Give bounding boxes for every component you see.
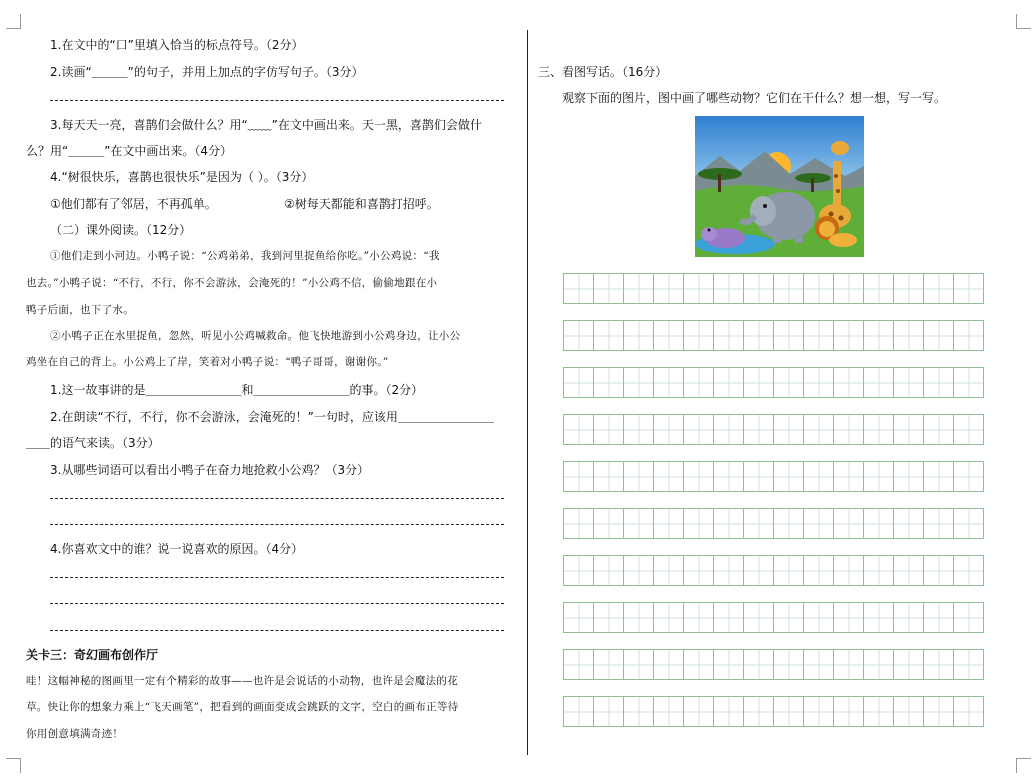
writing-grid-row — [563, 367, 997, 398]
writing-grid-cell[interactable] — [683, 461, 714, 492]
writing-grid-cell[interactable] — [893, 508, 924, 539]
writing-grid-cell[interactable] — [653, 602, 684, 633]
writing-grid-cell[interactable] — [923, 555, 954, 586]
writing-grid-cell[interactable] — [803, 273, 834, 304]
writing-grid-cell[interactable] — [563, 555, 594, 586]
tree-trunk — [811, 178, 814, 192]
writing-grid-row — [563, 461, 997, 492]
writing-grid-cell[interactable] — [593, 320, 624, 351]
writing-grid-cell[interactable] — [653, 273, 684, 304]
writing-grid-cell[interactable] — [623, 555, 654, 586]
writing-grid-cell[interactable] — [803, 649, 834, 680]
writing-grid-cell[interactable] — [563, 602, 594, 633]
writing-grid-cell[interactable] — [743, 461, 774, 492]
writing-grid-cell[interactable] — [563, 508, 594, 539]
writing-grid-cell[interactable] — [713, 414, 744, 445]
writing-grid-cell[interactable] — [653, 414, 684, 445]
writing-grid-cell[interactable] — [923, 367, 954, 398]
writing-grid-cell[interactable] — [743, 555, 774, 586]
writing-grid-cell[interactable] — [713, 273, 744, 304]
writing-grid-cell[interactable] — [803, 367, 834, 398]
question-3-line-1: 3.每天天一亮，喜鹊们会做什么？用“﹏﹏”在文中画出来。天一黑，喜鹊们会做什 — [50, 118, 482, 132]
writing-grid-cell[interactable] — [593, 649, 624, 680]
writing-grid-cell[interactable] — [833, 461, 864, 492]
writing-grid-cell[interactable] — [653, 508, 684, 539]
answer-line[interactable] — [50, 630, 504, 631]
writing-grid-cell[interactable] — [773, 555, 804, 586]
answer-line[interactable] — [50, 577, 504, 578]
writing-grid-row — [563, 508, 997, 539]
writing-grid-cell[interactable] — [593, 367, 624, 398]
writing-grid-cell[interactable] — [563, 414, 594, 445]
picture-instruction: 观察下面的图片，图中画了哪些动物？它们在干什么？想一想，写一写。 — [562, 91, 947, 105]
reading-question-2-line-1: 2.在朗读“不行，不行，你不会游泳，会淹死的！”一句时，应该用＿＿＿＿＿＿＿＿ — [50, 410, 494, 424]
passage-p1-line-2: 也去。”小鸭子说：“不行，不行，你不会游泳，会淹死的！”小公鸡不信，偷偷地跟在小 — [26, 277, 438, 289]
passage-p1-line-1: ①他们走到小河边。小鸭子说：“公鸡弟弟，我到河里捉鱼给你吃。”小公鸡说：“我 — [50, 250, 440, 262]
writing-grid-cell[interactable] — [683, 273, 714, 304]
writing-grid-cell[interactable] — [863, 273, 894, 304]
crop-mark-top-left — [6, 14, 21, 29]
writing-grid-row — [563, 602, 997, 633]
writing-grid-cell[interactable] — [953, 602, 984, 633]
writing-grid-cell[interactable] — [743, 649, 774, 680]
writing-grid-cell[interactable] — [743, 508, 774, 539]
bonus-text-line-1: 哇！这幅神秘的图画里一定有个精彩的故事——也许是会说话的小动物，也许是会魔法的花 — [26, 675, 458, 687]
writing-grid-cell[interactable] — [683, 367, 714, 398]
writing-grid-cell[interactable] — [953, 508, 984, 539]
writing-grid-cell[interactable] — [623, 508, 654, 539]
writing-grid-cell[interactable] — [833, 320, 864, 351]
writing-grid-cell[interactable] — [773, 273, 804, 304]
answer-line[interactable] — [50, 524, 504, 525]
writing-grid-cell[interactable] — [683, 696, 714, 727]
writing-grid-cell[interactable] — [773, 649, 804, 680]
writing-grid-cell[interactable] — [683, 414, 714, 445]
writing-grid-cell[interactable] — [833, 555, 864, 586]
writing-grid-cell[interactable] — [683, 320, 714, 351]
writing-grid-cell[interactable] — [623, 367, 654, 398]
writing-grid-cell[interactable] — [623, 414, 654, 445]
writing-grid-cell[interactable] — [923, 273, 954, 304]
writing-grid-cell[interactable] — [563, 367, 594, 398]
tree-trunk — [718, 174, 721, 192]
writing-grid-cell[interactable] — [863, 508, 894, 539]
writing-grid-cell[interactable] — [593, 696, 624, 727]
writing-grid-cell[interactable] — [803, 320, 834, 351]
crop-mark-bottom-right — [1016, 758, 1031, 773]
writing-grid-cell[interactable] — [893, 320, 924, 351]
writing-grid-cell[interactable] — [593, 273, 624, 304]
reading-question-2-line-2: ＿＿的语气来读。（3分） — [26, 436, 160, 450]
writing-grid-cell[interactable] — [623, 696, 654, 727]
writing-grid-cell[interactable] — [743, 414, 774, 445]
writing-grid-cell[interactable] — [803, 696, 834, 727]
writing-grid-row — [563, 320, 997, 351]
passage-p2-line-2: 鸡坐在自己的背上。小公鸡上了岸，笑着对小鸭子说：“鸭子哥哥，谢谢你。” — [26, 356, 389, 368]
writing-grid-cell[interactable] — [773, 320, 804, 351]
section-3-title: 三、看图写话。（16分） — [538, 65, 668, 79]
writing-grid-row — [563, 555, 997, 586]
writing-grid-cell[interactable] — [833, 602, 864, 633]
question-2: 2.读画“＿＿＿”的句子，并用上加点的字仿写句子。（3分） — [50, 65, 364, 79]
writing-grid-cell[interactable] — [863, 649, 894, 680]
writing-grid-cell[interactable] — [773, 602, 804, 633]
writing-grid-cell[interactable] — [833, 273, 864, 304]
writing-grid-cell[interactable] — [623, 602, 654, 633]
writing-grid-cell[interactable] — [563, 461, 594, 492]
writing-grid-cell[interactable] — [863, 602, 894, 633]
writing-grid-cell[interactable] — [743, 696, 774, 727]
writing-grid-row — [563, 414, 997, 445]
writing-grid-cell[interactable] — [863, 320, 894, 351]
writing-grid-cell[interactable] — [803, 602, 834, 633]
writing-grid-cell[interactable] — [833, 649, 864, 680]
savanna-animals-picture — [695, 116, 864, 257]
passage-p2-line-1: ②小鸭子正在水里捉鱼，忽然，听见小公鸡喊救命。他飞快地游到小公鸡身边，让小公 — [50, 330, 461, 342]
question-4-option-2: ②树每天都能和喜鹊打招呼。 — [284, 197, 439, 211]
column-divider — [527, 30, 528, 755]
writing-grid-cell[interactable] — [593, 555, 624, 586]
writing-grid-cell[interactable] — [653, 555, 684, 586]
writing-grid-cell[interactable] — [623, 273, 654, 304]
question-1: 1.在文中的“口”里填入恰当的标点符号。（2分） — [50, 38, 304, 52]
writing-grid-cell[interactable] — [623, 461, 654, 492]
writing-grid-cell[interactable] — [923, 696, 954, 727]
writing-grid-cell[interactable] — [743, 320, 774, 351]
writing-grid-cell[interactable] — [773, 414, 804, 445]
writing-grid-cell[interactable] — [563, 649, 594, 680]
writing-grid-cell[interactable] — [953, 555, 984, 586]
writing-grid-cell[interactable] — [563, 696, 594, 727]
writing-grid-cell[interactable] — [683, 602, 714, 633]
writing-grid-cell[interactable] — [863, 461, 894, 492]
bonus-text-line-3: 你用创意填满奇迹！ — [26, 728, 124, 740]
writing-grid-cell[interactable] — [953, 273, 984, 304]
writing-grid-cell[interactable] — [863, 367, 894, 398]
writing-grid-cell[interactable] — [623, 649, 654, 680]
writing-grid-cell[interactable] — [953, 696, 984, 727]
writing-grid-row — [563, 273, 997, 304]
writing-grid-cell[interactable] — [803, 555, 834, 586]
writing-grid-cell[interactable] — [833, 696, 864, 727]
writing-grid-cell[interactable] — [563, 320, 594, 351]
writing-grid-cell[interactable] — [803, 508, 834, 539]
writing-grid-cell[interactable] — [653, 649, 684, 680]
writing-grid-cell[interactable] — [713, 649, 744, 680]
writing-grid-cell[interactable] — [863, 555, 894, 586]
writing-grid-cell[interactable] — [593, 602, 624, 633]
writing-grid-cell[interactable] — [653, 461, 684, 492]
writing-grid-cell[interactable] — [953, 461, 984, 492]
writing-grid-cell[interactable] — [893, 273, 924, 304]
writing-grid-cell[interactable] — [893, 649, 924, 680]
writing-grid-cell[interactable] — [683, 555, 714, 586]
writing-grid-cell[interactable] — [833, 414, 864, 445]
writing-grid-cell[interactable] — [803, 461, 834, 492]
writing-grid-cell[interactable] — [593, 461, 624, 492]
writing-grid-cell[interactable] — [953, 649, 984, 680]
writing-grid-cell[interactable] — [923, 320, 954, 351]
reading-question-1: 1.这一故事讲的是＿＿＿＿＿＿＿＿和＿＿＿＿＿＿＿＿的事。（2分） — [50, 383, 424, 397]
writing-grid-cell[interactable] — [593, 508, 624, 539]
writing-grid-cell[interactable] — [713, 367, 744, 398]
question-4-option-1: ①他们都有了邻居，不再孤单。 — [50, 197, 217, 211]
writing-grid-cell[interactable] — [713, 461, 744, 492]
writing-grid-cell[interactable] — [893, 602, 924, 633]
writing-grid-cell[interactable] — [833, 367, 864, 398]
writing-grid-cell[interactable] — [713, 696, 744, 727]
writing-grid-cell[interactable] — [953, 320, 984, 351]
writing-grid-cell[interactable] — [893, 367, 924, 398]
reading-question-4: 4.你喜欢文中的谁？说一说喜欢的原因。（4分） — [50, 542, 304, 556]
writing-grid-cell[interactable] — [803, 414, 834, 445]
question-3-line-2: 么？用“＿＿＿”在文中画出来。（4分） — [26, 144, 233, 158]
writing-grid-cell[interactable] — [923, 649, 954, 680]
writing-grid-cell[interactable] — [653, 367, 684, 398]
answer-line[interactable] — [50, 603, 504, 604]
section-2-title: （二）课外阅读。（12分） — [50, 223, 192, 237]
writing-grid-cell[interactable] — [623, 320, 654, 351]
crop-mark-bottom-left — [6, 758, 21, 773]
writing-grid-cell[interactable] — [893, 555, 924, 586]
writing-grid-cell[interactable] — [923, 508, 954, 539]
bonus-text-line-2: 草。快让你的想象力乘上“飞天画笔”，把看到的画面变成会跳跃的文字，空白的画布正等待 — [26, 701, 459, 713]
answer-line[interactable] — [50, 498, 504, 499]
writing-grid-cell[interactable] — [713, 602, 744, 633]
writing-grid-cell[interactable] — [683, 649, 714, 680]
answer-line[interactable] — [50, 100, 504, 101]
question-4: 4.“树很快乐，喜鹊也很快乐”是因为（ ）。（3分） — [50, 170, 314, 184]
writing-grid-cell[interactable] — [683, 508, 714, 539]
writing-grid-cell[interactable] — [863, 696, 894, 727]
writing-grid-row — [563, 696, 997, 727]
writing-grid-cell[interactable] — [593, 414, 624, 445]
writing-grid-cell[interactable] — [653, 696, 684, 727]
writing-grid-cell[interactable] — [923, 461, 954, 492]
writing-grid-cell[interactable] — [713, 555, 744, 586]
writing-grid-cell[interactable] — [773, 367, 804, 398]
writing-grid-cell[interactable] — [893, 414, 924, 445]
writing-grid-cell[interactable] — [863, 414, 894, 445]
writing-grid-row — [563, 649, 997, 680]
writing-grid-cell[interactable] — [773, 461, 804, 492]
bonus-title: 关卡三：奇幻画布创作厅 — [26, 648, 159, 662]
writing-grid-cell[interactable] — [743, 367, 774, 398]
writing-grid-cell[interactable] — [743, 602, 774, 633]
writing-grid-cell[interactable] — [713, 320, 744, 351]
writing-grid-cell[interactable] — [743, 273, 774, 304]
writing-grid-cell[interactable] — [953, 414, 984, 445]
writing-grid-cell[interactable] — [893, 461, 924, 492]
writing-grid-cell[interactable] — [953, 367, 984, 398]
writing-grid-cell[interactable] — [833, 508, 864, 539]
writing-grid-cell[interactable] — [773, 696, 804, 727]
passage-p1-line-3: 鸭子后面，也下了水。 — [26, 304, 134, 316]
writing-grid-cell[interactable] — [893, 696, 924, 727]
writing-grid-cell[interactable] — [773, 508, 804, 539]
writing-grid-cell[interactable] — [713, 508, 744, 539]
writing-grid-cell[interactable] — [923, 602, 954, 633]
writing-grid-cell[interactable] — [653, 320, 684, 351]
reading-question-3: 3.从哪些词语可以看出小鸭子在奋力地抢救小公鸡？（3分） — [50, 463, 370, 477]
crop-mark-top-right — [1016, 14, 1031, 29]
writing-grid-cell[interactable] — [563, 273, 594, 304]
writing-grid-cell[interactable] — [923, 414, 954, 445]
